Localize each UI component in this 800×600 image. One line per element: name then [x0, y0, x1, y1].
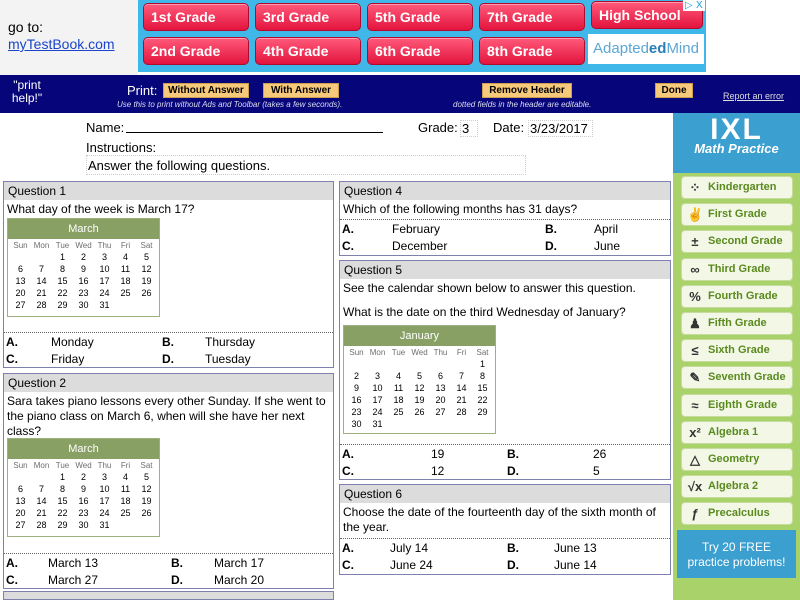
- ixl-item-icon: √x: [687, 479, 703, 495]
- calendar-day-name: Wed: [75, 241, 92, 250]
- answer-d[interactable]: June: [594, 239, 621, 253]
- answer-label: C.: [6, 352, 18, 366]
- calendar-day: 24: [372, 407, 383, 417]
- calendar-day: 1: [59, 252, 65, 262]
- calendar-day-name: Fri: [120, 241, 131, 250]
- calendar-day: 11: [120, 484, 131, 494]
- calendar-day: 27: [15, 520, 26, 530]
- answer-label: B.: [162, 335, 174, 349]
- calendar-day: [367, 359, 388, 369]
- answer-row: [340, 462, 670, 479]
- ixl-item-sixth-grade[interactable]: [681, 339, 793, 362]
- calendar-day-name: Tue: [55, 461, 70, 470]
- answer-c[interactable]: Friday: [51, 352, 85, 366]
- try-free-line2: practice problems!: [687, 555, 786, 569]
- calendar-day: 11: [120, 264, 131, 274]
- ixl-item-label: Seventh Grade: [708, 371, 786, 384]
- calendar-day-name: Sat: [140, 461, 153, 470]
- ixl-item-label: Geometry: [708, 453, 760, 465]
- calendar-day-name: Fri: [456, 348, 467, 357]
- calendar-day: 7: [458, 371, 464, 381]
- answer-d[interactable]: 5: [593, 464, 600, 478]
- calendar-day: 22: [57, 508, 68, 518]
- calendar-day: [388, 419, 409, 429]
- ixl-item-fifth-grade[interactable]: [681, 312, 793, 335]
- calendar-day: 18: [393, 395, 404, 405]
- ixl-item-geometry[interactable]: [681, 448, 793, 471]
- calendar-day: [346, 359, 367, 369]
- calendar-day: [136, 520, 157, 530]
- calendar-day-name: Tue: [55, 241, 70, 250]
- calendar-day: 29: [57, 300, 68, 310]
- done-button[interactable]: Done: [655, 83, 693, 98]
- ad-4th-grade-button[interactable]: 4th Grade: [255, 37, 361, 65]
- calendar-day: 25: [120, 508, 131, 518]
- calendar-day: 3: [374, 371, 380, 381]
- calendar-day: 4: [395, 371, 401, 381]
- calendar-day: 18: [120, 276, 131, 286]
- date-label: Date:: [493, 120, 525, 135]
- ad-high-school-button[interactable]: High School: [591, 1, 703, 29]
- ixl-item-label: Precalculus: [708, 507, 770, 520]
- calendar-day-name: Thu: [433, 348, 448, 357]
- calendar-day: 2: [80, 252, 86, 262]
- calendar-day: 1: [479, 359, 485, 369]
- calendar-day: 31: [372, 419, 383, 429]
- question-text-2: What is the date on the third Wednesday of January?: [343, 305, 626, 319]
- answer-row: [340, 538, 670, 555]
- calendar-day: [409, 359, 430, 369]
- calendar-day-name: Wed: [411, 348, 428, 357]
- ad-8th-grade-button[interactable]: 8th Grade: [479, 37, 585, 65]
- answer-d[interactable]: Tuesday: [205, 352, 251, 366]
- calendar-month: March: [8, 219, 159, 239]
- name-input[interactable]: [126, 132, 383, 133]
- calendar-day: 29: [477, 407, 488, 417]
- ixl-item-fourth-grade[interactable]: [681, 285, 793, 308]
- ixl-item-icon: x²: [689, 424, 701, 440]
- calendar-day: [31, 472, 52, 482]
- try-free-button[interactable]: [677, 530, 796, 578]
- instructions-text: Answer the following questions.: [88, 158, 271, 173]
- answer-label: D.: [162, 352, 174, 366]
- answer-label: D.: [171, 573, 183, 587]
- calendar-day: 22: [57, 288, 68, 298]
- calendar-day: 14: [456, 383, 467, 393]
- calendar-day: 9: [80, 264, 86, 274]
- answer-c[interactable]: 12: [431, 464, 445, 478]
- calendar-day: 8: [59, 484, 65, 494]
- calendar-day: 29: [57, 520, 68, 530]
- instructions-field[interactable]: [86, 155, 526, 175]
- calendar-day: 15: [57, 496, 68, 506]
- answer-label: A.: [6, 335, 18, 349]
- calendar-day-name: Wed: [75, 461, 92, 470]
- ixl-item-icon: ✌: [687, 207, 704, 223]
- calendar-day: 10: [99, 484, 110, 494]
- calendar-day: 21: [456, 395, 467, 405]
- print-with-answer-button[interactable]: With Answer: [263, 83, 339, 98]
- ixl-item-icon: △: [690, 452, 700, 467]
- calendar-day: 23: [78, 508, 89, 518]
- answer-row: [4, 350, 333, 367]
- question-text: Sara takes piano lessons every other Sunday. If she went to the piano class on March 6, when will she have her next class?: [7, 394, 326, 438]
- calendar-day: 6: [437, 371, 443, 381]
- calendar-day-name: Sat: [140, 241, 153, 250]
- calendar-day: 8: [479, 371, 485, 381]
- instructions-label: Instructions:: [86, 140, 157, 155]
- answer-a[interactable]: March 13: [48, 556, 99, 570]
- answer-d[interactable]: March 20: [214, 573, 265, 587]
- answer-b[interactable]: June 13: [554, 541, 597, 555]
- question-title: Question 4: [340, 182, 670, 200]
- calendar-day-name: Thu: [97, 461, 112, 470]
- calendar-january: [343, 325, 496, 434]
- calendar-day: 14: [36, 496, 47, 506]
- remove-header-button[interactable]: Remove Header: [482, 83, 572, 98]
- calendar-day: 19: [141, 496, 152, 506]
- mytestbook-link[interactable]: myTestBook.com: [8, 36, 115, 52]
- calendar-day: 9: [80, 484, 86, 494]
- calendar-day: 19: [414, 395, 425, 405]
- calendar-day: 16: [78, 276, 89, 286]
- date-value[interactable]: 3/23/2017: [528, 120, 593, 137]
- calendar-day: 25: [120, 288, 131, 298]
- calendar-day: 5: [416, 371, 422, 381]
- calendar-day: 19: [141, 276, 152, 286]
- calendar-month: January: [344, 326, 495, 346]
- calendar-day-name: Thu: [97, 241, 112, 250]
- calendar-day: 7: [38, 484, 44, 494]
- answer-b[interactable]: 26: [593, 447, 607, 461]
- calendar-day: 20: [15, 508, 26, 518]
- answer-label: A.: [342, 222, 354, 236]
- calendar-day: 30: [78, 520, 89, 530]
- ixl-item-label: Kindergarten: [708, 181, 777, 193]
- answer-row: [340, 556, 670, 573]
- question-2: [3, 373, 334, 589]
- grade-label: Grade:: [418, 120, 458, 135]
- print-note: Use this to print without Ads and Toolbar (takes a few seconds).: [117, 100, 343, 109]
- question-text: Choose the date of the fourteenth day of the sixth month of the year.: [343, 505, 656, 534]
- calendar-day: 16: [351, 395, 362, 405]
- answer-c[interactable]: June 24: [390, 558, 433, 572]
- answer-a[interactable]: Monday: [51, 335, 94, 349]
- ixl-item-second-grade[interactable]: [681, 230, 793, 253]
- calendar-day: [31, 252, 52, 262]
- ixl-item-icon: ≈: [691, 397, 699, 413]
- answer-a[interactable]: July 14: [390, 541, 429, 555]
- ixl-item-seventh-grade[interactable]: [681, 366, 793, 389]
- ad-1st-grade-button[interactable]: 1st Grade: [143, 3, 249, 31]
- calendar-day: 26: [414, 407, 425, 417]
- ixl-logo[interactable]: IXL Math Practice: [673, 113, 800, 173]
- calendar-day: 31: [99, 520, 110, 530]
- calendar-day-name: Mon: [33, 241, 50, 250]
- calendar-day: 4: [122, 472, 128, 482]
- ixl-item-label: Algebra 1: [708, 425, 759, 438]
- calendar-day: [115, 300, 136, 310]
- calendar-day: [430, 419, 451, 429]
- answer-c[interactable]: December: [392, 239, 448, 253]
- calendar-day: 10: [99, 264, 110, 274]
- calendar-day: 31: [99, 300, 110, 310]
- ixl-item-icon: ≤: [691, 343, 699, 359]
- calendar-day: 28: [36, 520, 47, 530]
- calendar-day-name: Tue: [391, 348, 406, 357]
- calendar-day: 5: [143, 472, 149, 482]
- calendar-day: [115, 520, 136, 530]
- adaptedmind-logo[interactable]: AdaptededMind: [588, 34, 704, 64]
- calendar-day: 12: [141, 484, 152, 494]
- answer-b[interactable]: April: [594, 222, 619, 236]
- calendar-day: 26: [141, 288, 152, 298]
- ixl-item-algebra-2[interactable]: [681, 475, 793, 498]
- calendar-day: 9: [353, 383, 359, 393]
- goto-label: go to:: [8, 19, 44, 35]
- answer-label: B.: [171, 556, 183, 570]
- question-title: Question 1: [4, 182, 333, 200]
- calendar-day: 15: [477, 383, 488, 393]
- calendar-day: 24: [99, 288, 110, 298]
- calendar-day-name: Sun: [349, 348, 364, 357]
- calendar-day: 26: [141, 508, 152, 518]
- calendar-day: [472, 419, 493, 429]
- ixl-item-label: Algebra 2: [708, 480, 759, 493]
- ad-7th-grade-button[interactable]: 7th Grade: [479, 3, 585, 31]
- calendar-day: 3: [101, 472, 107, 482]
- answer-label: A.: [6, 556, 18, 570]
- calendar-day-name: Sun: [13, 461, 28, 470]
- calendar-day: 16: [78, 496, 89, 506]
- goto-panel: [0, 0, 138, 75]
- answer-a[interactable]: 19: [431, 447, 445, 461]
- answer-b[interactable]: March 17: [214, 556, 265, 570]
- ixl-item-icon: %: [689, 288, 701, 304]
- calendar-day: 20: [15, 288, 26, 298]
- calendar-day: 17: [99, 496, 110, 506]
- question-title: Question 2: [4, 374, 333, 392]
- print-label: Print:: [127, 83, 158, 98]
- ad-6th-grade-button[interactable]: 6th Grade: [367, 37, 473, 65]
- ixl-item-label: Eighth Grade: [708, 398, 778, 411]
- calendar-day: [10, 252, 31, 262]
- ixl-item-label: Sixth Grade: [708, 344, 770, 357]
- ixl-item-label: Third Grade: [708, 262, 771, 275]
- question-text: See the calendar shown below to answer this question.: [343, 281, 636, 295]
- calendar-grid: [8, 239, 159, 316]
- question-title: Question 6: [340, 485, 670, 503]
- ixl-item-label: Second Grade: [708, 235, 783, 248]
- calendar-march: [7, 438, 160, 537]
- ixl-item-precalculus[interactable]: [681, 502, 793, 525]
- answer-row: [4, 571, 333, 588]
- calendar-day-name: Sat: [476, 348, 489, 357]
- ixl-item-icon: ƒ: [691, 506, 699, 522]
- answer-label: D.: [507, 464, 519, 478]
- ad-3rd-grade-button[interactable]: 3rd Grade: [255, 3, 361, 31]
- editable-note: dotted fields in the header are editable.: [453, 100, 592, 109]
- answer-d[interactable]: June 14: [554, 558, 597, 572]
- calendar-day: 3: [101, 252, 107, 262]
- calendar-day: [451, 359, 472, 369]
- answer-b[interactable]: Thursday: [205, 335, 256, 349]
- answer-label: C.: [342, 239, 354, 253]
- answer-label: C.: [6, 573, 18, 587]
- calendar-day-name: Mon: [369, 348, 386, 357]
- question-title: Question 5: [340, 261, 670, 279]
- answer-a[interactable]: February: [392, 222, 441, 236]
- ixl-item-algebra-1[interactable]: [681, 421, 793, 444]
- name-label: Name:: [86, 120, 125, 135]
- calendar-day-name: Fri: [120, 461, 131, 470]
- question-text: Which of the following months has 31 days?: [343, 202, 578, 216]
- ad-2nd-grade-button[interactable]: 2nd Grade: [143, 37, 249, 65]
- calendar-day: 24: [99, 508, 110, 518]
- answer-label: D.: [545, 239, 557, 253]
- ixl-item-label: First Grade: [708, 208, 767, 221]
- calendar-day: 30: [351, 419, 362, 429]
- ixl-item-kindergarten[interactable]: [681, 176, 793, 199]
- calendar-day: 17: [372, 395, 383, 405]
- report-error-link[interactable]: Report an error: [723, 91, 785, 101]
- calendar-grid: [8, 459, 159, 536]
- ixl-item-icon: ⁘: [689, 180, 701, 195]
- ixl-item-icon: ✎: [689, 370, 701, 386]
- calendar-day: 6: [17, 484, 23, 494]
- calendar-day: 28: [36, 300, 47, 310]
- calendar-day: [136, 300, 157, 310]
- calendar-day: 22: [477, 395, 488, 405]
- calendar-day: 21: [36, 508, 47, 518]
- answer-row: [340, 219, 670, 236]
- ixl-item-eighth-grade[interactable]: [681, 394, 793, 417]
- ixl-item-first-grade[interactable]: [681, 203, 793, 226]
- answer-row: [340, 444, 670, 461]
- calendar-day: 20: [435, 395, 446, 405]
- calendar-day: 27: [435, 407, 446, 417]
- calendar-day: 12: [414, 383, 425, 393]
- ixl-item-label: Fifth Grade: [708, 317, 767, 329]
- answer-label: B.: [507, 447, 519, 461]
- calendar-day: 13: [15, 496, 26, 506]
- answer-row: [340, 237, 670, 254]
- calendar-day: 8: [59, 264, 65, 274]
- answer-label: C.: [342, 558, 354, 572]
- calendar-day: 13: [15, 276, 26, 286]
- ixl-item-icon: ±: [691, 234, 699, 250]
- answer-c[interactable]: March 27: [48, 573, 99, 587]
- calendar-day: 15: [57, 276, 68, 286]
- calendar-grid: [344, 346, 495, 433]
- calendar-day: [451, 419, 472, 429]
- calendar-day: 1: [59, 472, 65, 482]
- calendar-day: [409, 419, 430, 429]
- calendar-day: 17: [99, 276, 110, 286]
- close-icon[interactable]: X: [696, 0, 703, 11]
- answer-row: [4, 553, 333, 570]
- question-4: [339, 181, 671, 256]
- question-5: [339, 260, 671, 480]
- calendar-day: 30: [78, 300, 89, 310]
- calendar-day: 14: [36, 276, 47, 286]
- ixl-item-label: Fourth Grade: [708, 289, 778, 302]
- ixl-item-icon: ∞: [690, 261, 700, 277]
- calendar-march: [7, 218, 160, 317]
- answer-label: D.: [507, 558, 519, 572]
- calendar-day: 6: [17, 264, 23, 274]
- question-1: [3, 181, 334, 368]
- print-without-answer-button[interactable]: Without Answer: [163, 83, 249, 98]
- calendar-day: 23: [78, 288, 89, 298]
- ixl-item-third-grade[interactable]: [681, 258, 793, 281]
- ixl-item-icon: ♟: [689, 316, 701, 331]
- calendar-day: 5: [143, 252, 149, 262]
- adchoices-icon[interactable]: ▷: [685, 0, 693, 11]
- calendar-day: 11: [393, 383, 404, 393]
- calendar-day: 28: [456, 407, 467, 417]
- question-6: [339, 484, 671, 575]
- answer-row: [4, 332, 333, 349]
- calendar-day: 13: [435, 383, 446, 393]
- grade-value[interactable]: 3: [460, 120, 478, 137]
- top-bar: [0, 0, 800, 75]
- calendar-day: 10: [372, 383, 383, 393]
- question-text: What day of the week is March 17?: [7, 202, 195, 216]
- calendar-month: March: [8, 439, 159, 459]
- answer-label: A.: [342, 447, 354, 461]
- print-help-link[interactable]: "print help!": [11, 78, 43, 105]
- calendar-day: 21: [36, 288, 47, 298]
- question-3-header-partial: [3, 591, 334, 600]
- calendar-day: [388, 359, 409, 369]
- try-free-line1: Try 20 FREE: [702, 540, 771, 554]
- calendar-day: [10, 472, 31, 482]
- calendar-day: 12: [141, 264, 152, 274]
- calendar-day: 18: [120, 496, 131, 506]
- print-toolbar: [0, 75, 800, 113]
- calendar-day: 2: [80, 472, 86, 482]
- ad-5th-grade-button[interactable]: 5th Grade: [367, 3, 473, 31]
- answer-label: A.: [342, 541, 354, 555]
- calendar-day: 25: [393, 407, 404, 417]
- answer-label: C.: [342, 464, 354, 478]
- calendar-day-name: Sun: [13, 241, 28, 250]
- ixl-subtitle: Math Practice: [694, 141, 779, 156]
- calendar-day: 2: [353, 371, 359, 381]
- answer-label: B.: [545, 222, 557, 236]
- calendar-day: 4: [122, 252, 128, 262]
- answer-label: B.: [507, 541, 519, 555]
- calendar-day: 27: [15, 300, 26, 310]
- calendar-day: [430, 359, 451, 369]
- calendar-day: 7: [38, 264, 44, 274]
- calendar-day: 23: [351, 407, 362, 417]
- calendar-day-name: Mon: [33, 461, 50, 470]
